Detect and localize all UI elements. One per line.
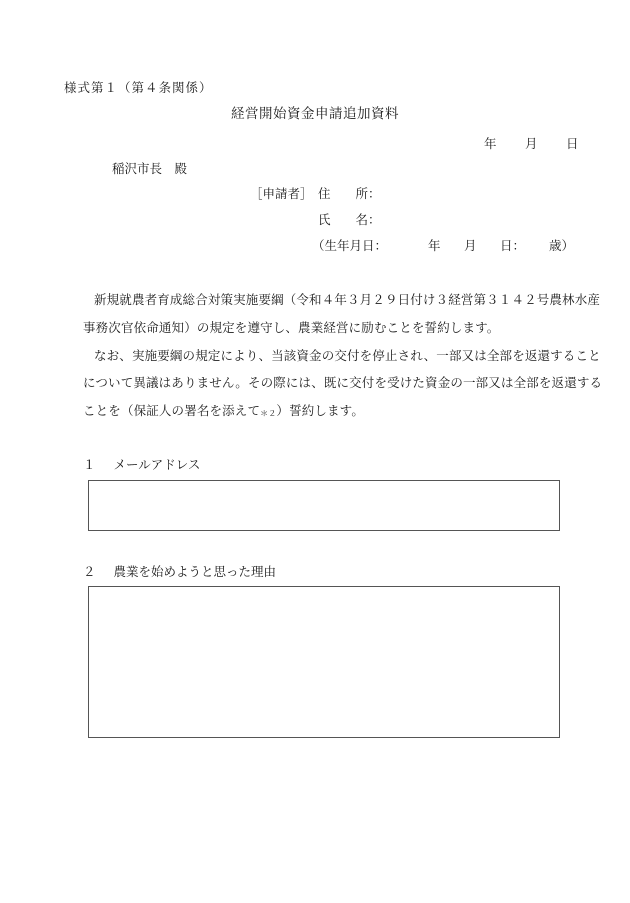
- birth-day-label: 日：: [500, 238, 526, 253]
- birth-year-label: 年: [428, 238, 441, 253]
- applicant-tag: ［申請者］: [250, 186, 313, 201]
- age-suffix: 歳）: [549, 238, 575, 253]
- farming-reason-box[interactable]: [88, 586, 560, 738]
- section-2-number: ２: [83, 564, 96, 579]
- pledge-line-5-end: ）誓約します。: [276, 403, 364, 418]
- addressee: 稲沢市長 殿: [112, 161, 188, 176]
- name-label: 氏 名：: [318, 212, 381, 227]
- section-2-heading: [83, 566, 276, 579]
- pledge-line-3: なお、実施要綱の規定により、当該資金の交付を停止され、一部又は全部を返還すること: [94, 348, 601, 363]
- section-1-title: メールアドレス: [113, 457, 201, 472]
- pledge-line-4: について異議はありません。その際には、既に交付を受けた資金の一部又は全部を返還する: [83, 375, 603, 390]
- date-month-label: 月: [525, 136, 538, 151]
- birth-prefix: （生年月日：: [312, 238, 388, 253]
- date-line: [0, 138, 630, 152]
- note-marker: ＊２: [260, 409, 277, 418]
- pledge-line-5: [83, 405, 364, 418]
- section-1-heading: [83, 459, 200, 472]
- address-label: 住 所：: [318, 186, 381, 201]
- pledge-line-5-start: ことを（保証人の署名を添えて: [83, 403, 261, 418]
- date-year-label: 年: [484, 136, 497, 151]
- date-day-label: 日: [566, 136, 579, 151]
- birth-line: [0, 240, 630, 254]
- birth-month-label: 月: [464, 238, 477, 253]
- pledge-line-1: 新規就農者育成総合対策実施要綱（令和４年３月２９日付け３経営第３１４２号農林水産: [94, 292, 601, 307]
- section-1-number: １: [83, 457, 96, 472]
- form-label: 様式第１（第４条関係）: [64, 80, 213, 95]
- section-2-title: 農業を始めようと思った理由: [113, 564, 277, 579]
- email-address-box[interactable]: [88, 480, 560, 531]
- pledge-line-2: 事務次官依命通知）の規定を遵守し、農業経営に励むことを誓約します。: [83, 320, 500, 335]
- document-title: 経営開始資金申請追加資料: [231, 106, 399, 122]
